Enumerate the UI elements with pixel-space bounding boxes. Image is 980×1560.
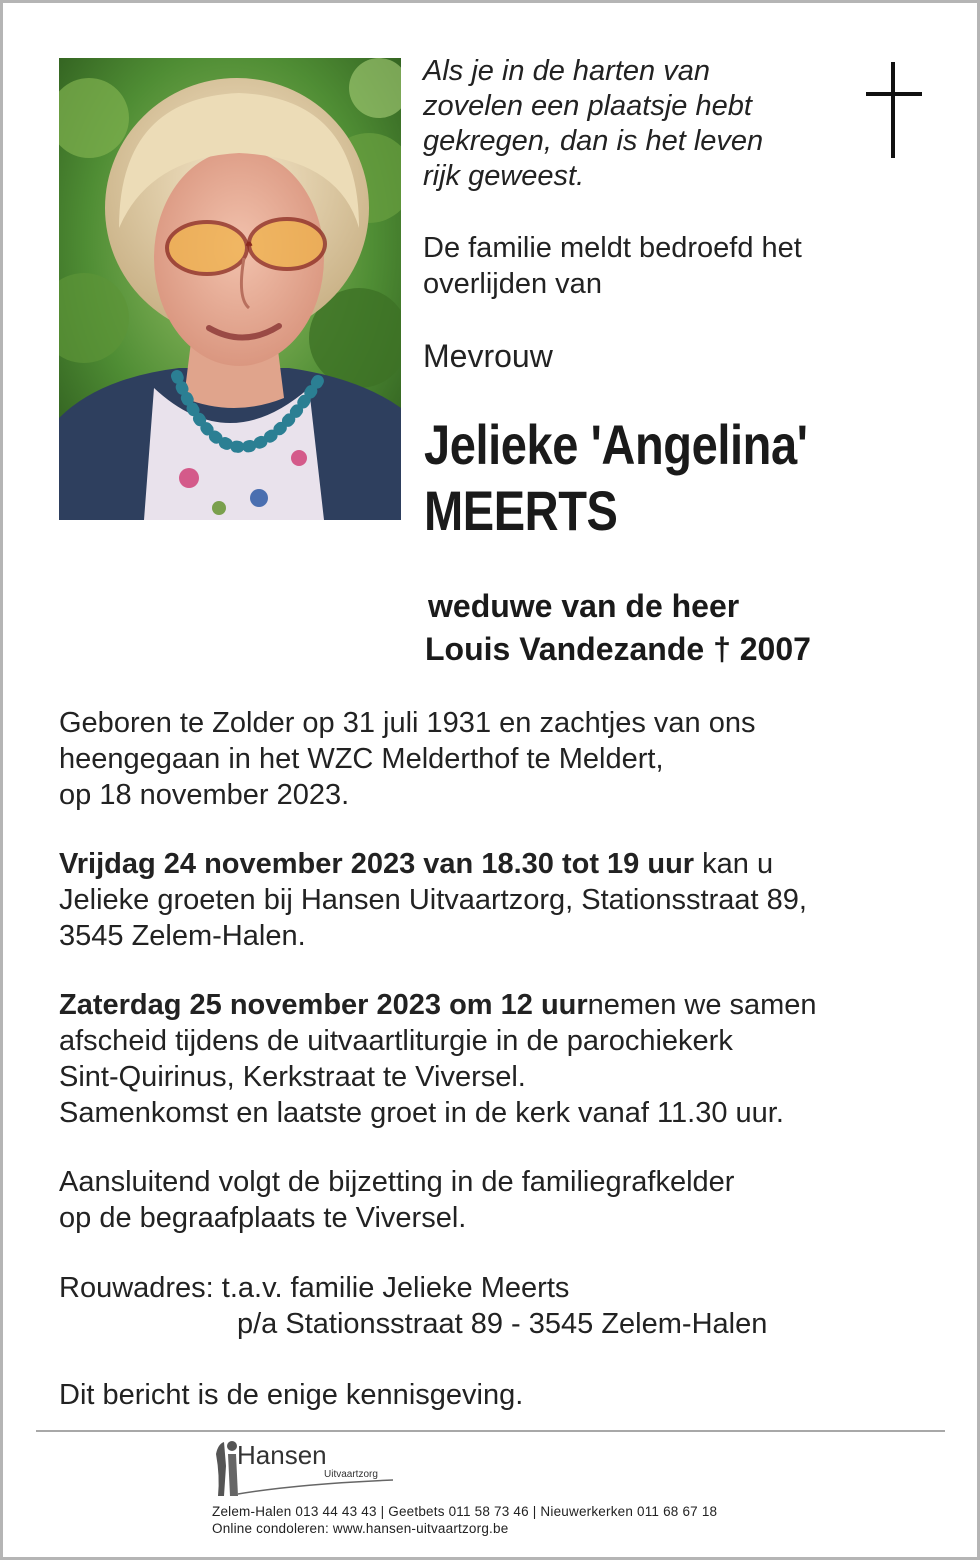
cross-icon [866, 62, 922, 158]
visitation-line: Jelieke groeten bij Hansen Uitvaartzorg, Stationsstraat 89, [59, 884, 807, 916]
widow-of [425, 585, 811, 671]
widow-line1: weduwe van de heer [428, 588, 740, 624]
funeral-paragraph [59, 987, 939, 1131]
deceased-name-line1: Jelieke 'Angelina' [424, 413, 808, 476]
birth-line: Geboren te Zolder op 31 juli 1931 en zachtjes van ons [59, 707, 756, 739]
widow-line2: Louis Vandezande † 2007 [425, 631, 811, 667]
burial-line: op de begraafplaats te Viversel. [59, 1202, 467, 1234]
address-line1: Rouwadres: t.a.v. familie Jelieke Meerts [59, 1272, 570, 1304]
logo-subtitle: Uitvaartzorg [324, 1469, 378, 1480]
honorific: Mevrouw [423, 338, 553, 374]
address-line2: p/a Stationsstraat 89 - 3545 Zelem-Halen [237, 1308, 768, 1340]
poem [423, 54, 843, 194]
birth-line: op 18 november 2023. [59, 779, 350, 811]
funeral-line: Samenkomst en laatste groet in de kerk vanaf 11.30 uur. [59, 1097, 784, 1129]
footer-contacts: Zelem-Halen 013 44 43 43 | Geetbets 011 58 73 46 | Nieuwerkerken 011 68 67 18 [212, 1504, 718, 1519]
visitation-text: kan u [694, 848, 774, 880]
birth-line: heengegaan in het WZC Melderthof te Meldert, [59, 743, 664, 775]
funeral-line: Sint-Quirinus, Kerkstraat te Viversel. [59, 1061, 526, 1093]
poem-line: rijk geweest. [423, 160, 585, 192]
footer-divider [36, 1430, 945, 1432]
deceased-name [424, 412, 878, 544]
portrait-photo [59, 58, 401, 520]
visitation-line: 3545 Zelem-Halen. [59, 920, 306, 952]
funeral-text: nemen we samen [587, 989, 817, 1021]
deceased-name-line2: MEERTS [424, 479, 618, 542]
burial-line: Aansluitend volgt de bijzetting in de familiegrafkelder [59, 1166, 735, 1198]
mourning-address [59, 1270, 939, 1342]
notice: Dit bericht is de enige kennisgeving. [59, 1379, 524, 1411]
poem-line: Als je in de harten van [423, 55, 710, 87]
poem-line: zovelen een plaatsje hebt [423, 90, 752, 122]
visitation-paragraph [59, 846, 939, 954]
visitation-date: Vrijdag 24 november 2023 van 18.30 tot 19 uur [59, 848, 695, 880]
poem-line: gekregen, dan is het leven [423, 125, 764, 157]
funeral-date: Zaterdag 25 november 2023 om 12 uur [59, 989, 588, 1021]
announcement-line: overlijden van [423, 268, 602, 300]
funeral-line: afscheid tijdens de uitvaartliturgie in de parochiekerk [59, 1025, 733, 1057]
announcement-line: De familie meldt bedroefd het [423, 232, 802, 264]
birth-paragraph [59, 705, 939, 813]
logo-name: Hansen [237, 1440, 327, 1470]
burial-paragraph [59, 1164, 939, 1236]
announcement [423, 230, 853, 302]
footer-condolence: Online condoleren: www.hansen-uitvaartzorg.be [212, 1521, 509, 1536]
